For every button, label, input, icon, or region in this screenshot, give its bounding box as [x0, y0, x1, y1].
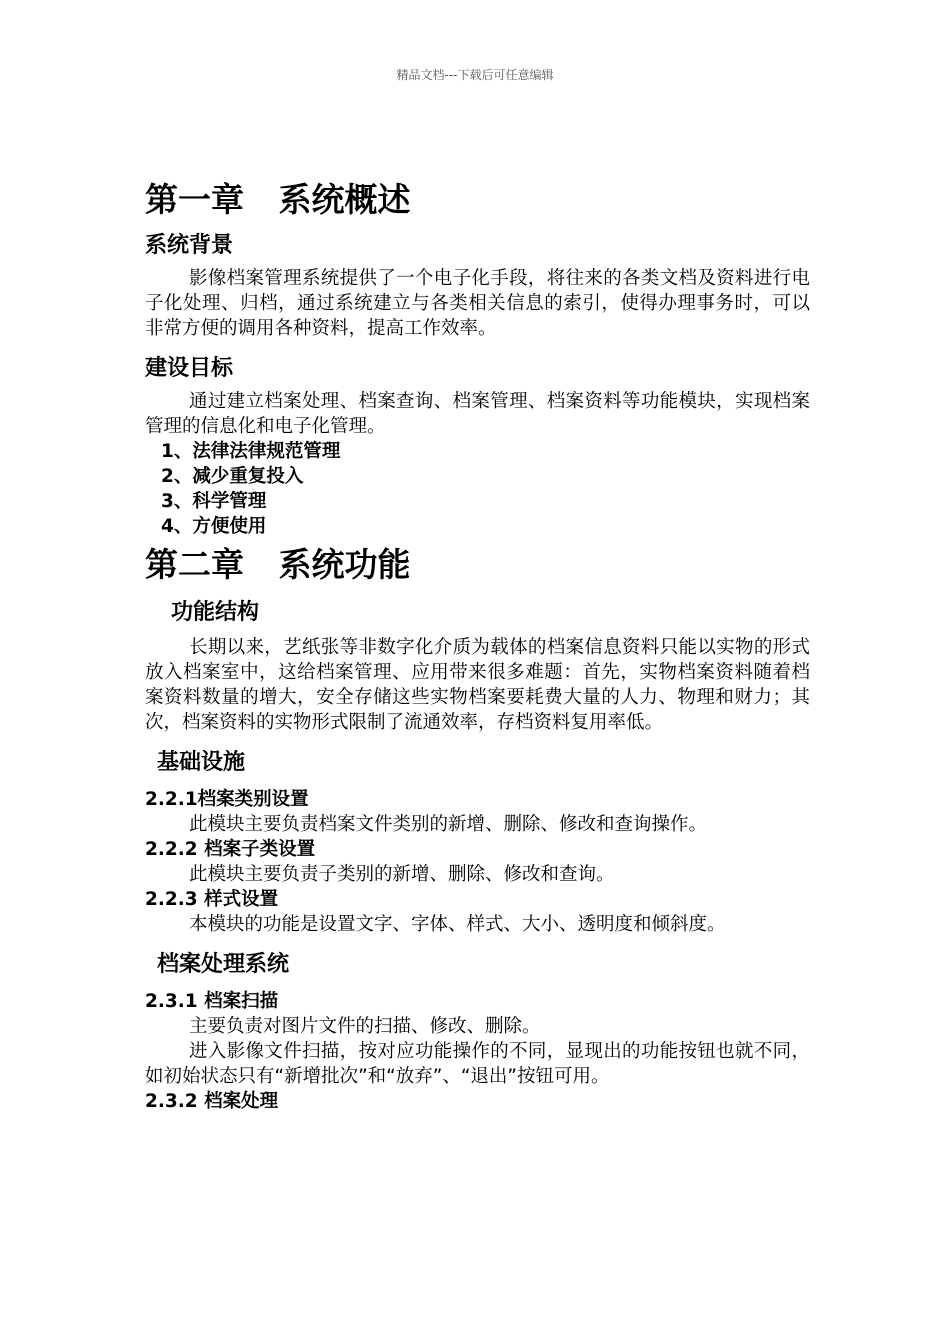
- goal-item: 4、方便使用: [161, 516, 267, 537]
- goal-paragraph: 通过建立档案处理、档案查询、档案管理、档案资料等功能模块，实现档案管理的信息化和电子化管理。: [145, 391, 810, 437]
- page-header: 精品文档---下载后可任意编辑: [396, 68, 554, 82]
- subsection-2-2-1-text: 此模块主要负责档案文件类别的新增、删除、修改和查询操作。: [189, 814, 708, 835]
- subsection-2-2-2-title: 2.2.2 档案子类设置: [145, 839, 316, 860]
- chapter-2-title: 第二章 系统功能: [145, 545, 411, 584]
- structure-paragraph: 长期以来，艺纸张等非数字化介质为载体的档案信息资料只能以实物的形式放入档案室中，这给档案管理、应用带来很多难题：首先，实物档案资料随着档案资料数量的增大，安全存储这些实物档案要耗费大量的人力、物理和财力；其次，档案资料的实物形式限制了流通效率，存档资料复用率低。: [145, 637, 810, 733]
- section-structure-title: 功能结构: [171, 600, 260, 625]
- goal-item: 3、科学管理: [161, 491, 267, 512]
- subsection-2-3-1-text-1: 主要负责对图片文件的扫描、修改、删除。: [189, 1016, 541, 1037]
- section-goal-title: 建设目标: [145, 356, 234, 381]
- subsection-2-3-2-title: 2.3.2 档案处理: [145, 1091, 279, 1112]
- document-body: [145, 176, 810, 1114]
- subsection-2-3-1-title: 2.3.1 档案扫描: [145, 991, 279, 1012]
- subsection-2-2-3-text: 本模块的功能是设置文字、字体、样式、大小、透明度和倾斜度。: [189, 914, 726, 935]
- goal-item: 1、法律法律规范管理: [161, 441, 341, 462]
- section-infrastructure-title: 基础设施: [157, 750, 246, 775]
- subsection-2-2-2-text: 此模块主要负责子类别的新增、删除、修改和查询。: [189, 864, 615, 885]
- section-processing-title: 档案处理系统: [157, 952, 290, 977]
- goal-item: 2、减少重复投入: [161, 466, 304, 487]
- subsection-2-2-3-title: 2.2.3 样式设置: [145, 889, 279, 910]
- background-paragraph: 影像档案管理系统提供了一个电子化手段，将往来的各类文档及资料进行电子化处理、归档，通过系统建立与各类相关信息的索引，使得办理事务时，可以非常方便的调用各种资料，提高工作效率。: [145, 268, 810, 339]
- chapter-1-title: 第一章 系统概述: [145, 180, 411, 219]
- subsection-2-3-1-text-2: 进入影像文件扫描，按对应功能操作的不同，显现出的功能按钮也就不同，如初始状态只有“新增批次”和“放弃”、“退出”按钮可用。: [145, 1041, 810, 1087]
- section-background-title: 系统背景: [145, 233, 234, 258]
- subsection-2-2-1-title: 2.2.1档案类别设置: [145, 789, 309, 810]
